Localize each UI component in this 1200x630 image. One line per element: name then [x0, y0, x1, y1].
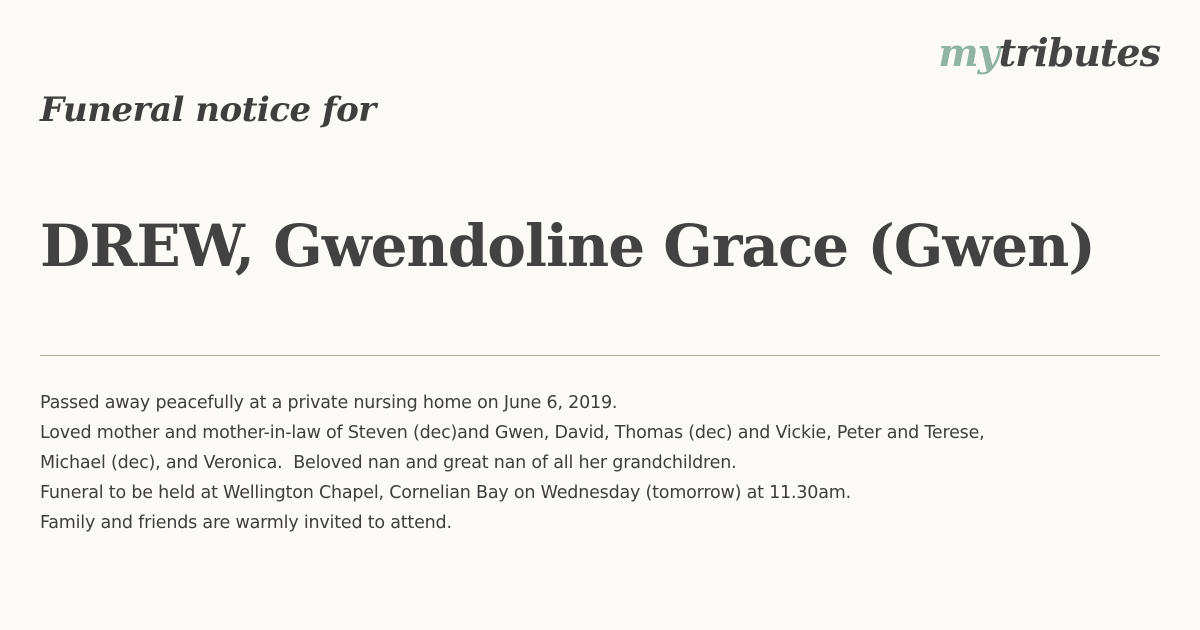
- divider: [40, 355, 1160, 356]
- notice-line: Loved mother and mother-in-law of Steven (dec)and Gwen, David, Thomas (dec) and Vickie, Peter and Terese,: [40, 423, 985, 443]
- logo-my: my: [938, 30, 999, 75]
- notice-line: Passed away peacefully at a private nursing home on June 6, 2019.: [40, 393, 618, 413]
- notice-line: Funeral to be held at Wellington Chapel, Cornelian Bay on Wednesday (tomorrow) at 11.30am.: [40, 483, 851, 503]
- notice-line: Family and friends are warmly invited to attend.: [40, 513, 452, 533]
- logo-tributes: tributes: [998, 30, 1160, 75]
- notice-kicker: Funeral notice for: [40, 90, 376, 130]
- deceased-name: DREW, Gwendoline Grace (Gwen): [40, 212, 1095, 280]
- notice-text: [40, 388, 1165, 538]
- mytributes-logo[interactable]: [938, 30, 1160, 75]
- notice-line: Michael (dec), and Veronica. Beloved nan and great nan of all her grandchildren.: [40, 453, 737, 473]
